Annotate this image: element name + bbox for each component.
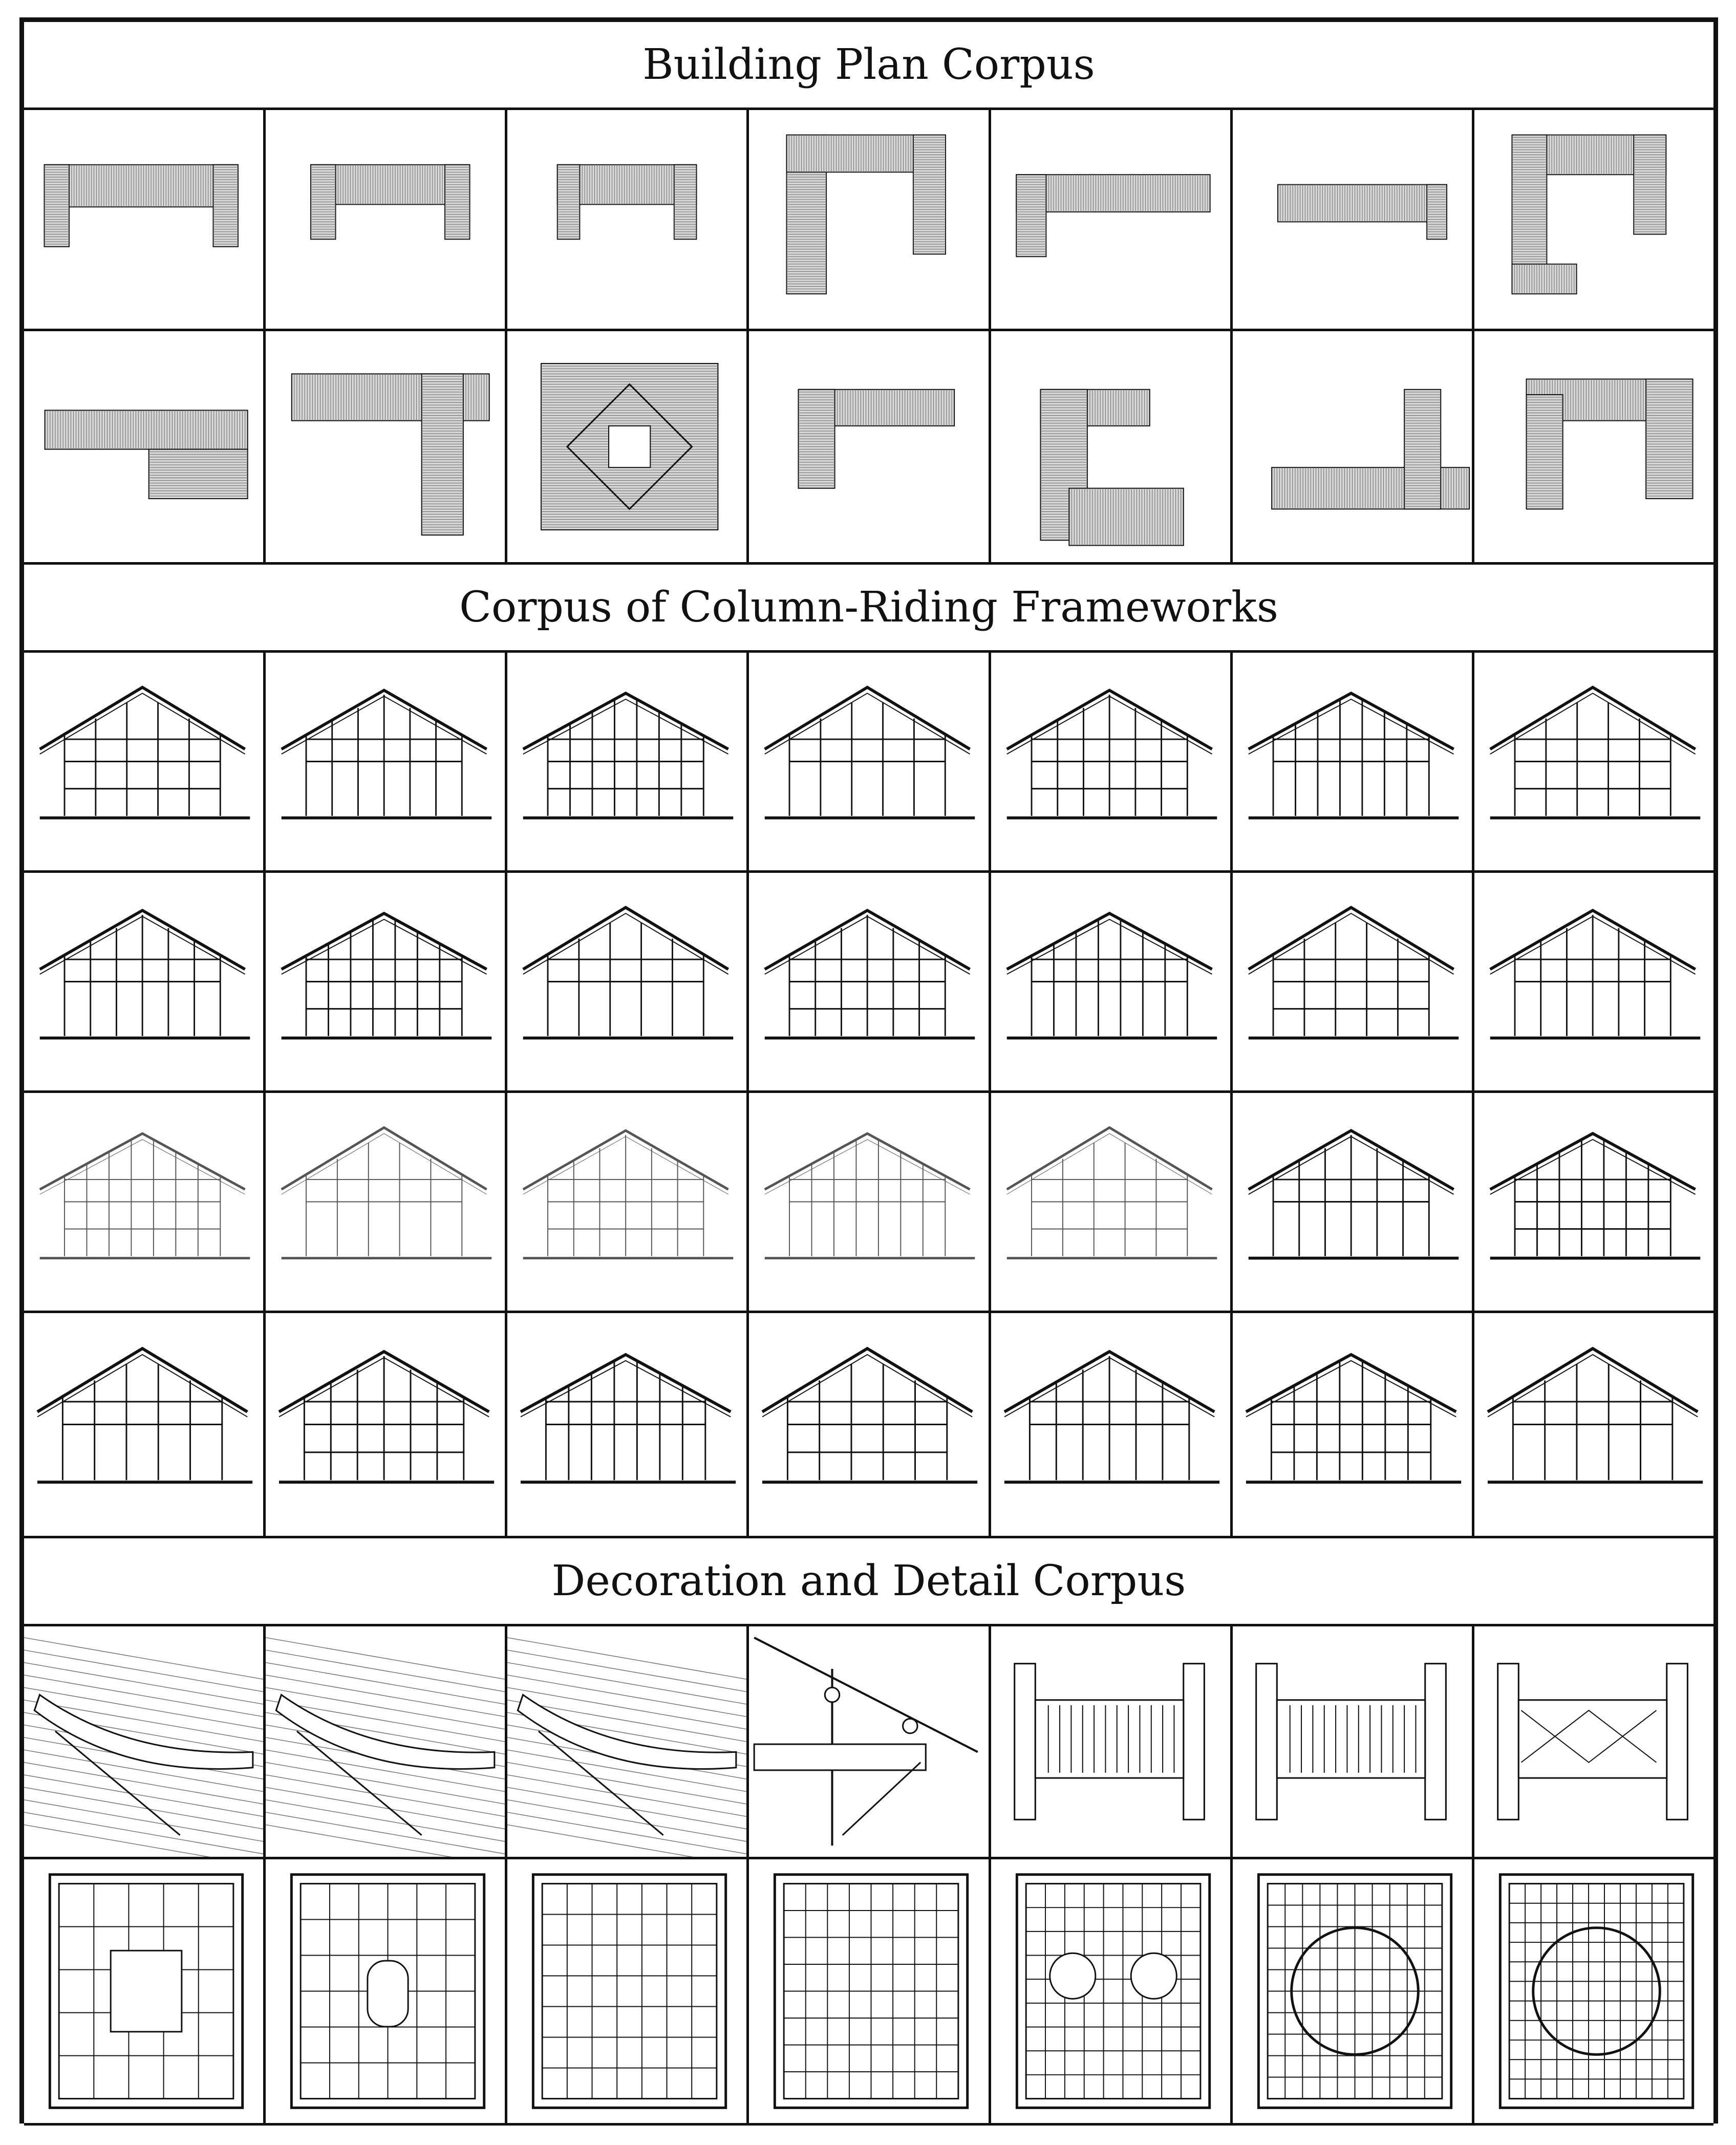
plan-svg [1233,110,1472,329]
framework-drawing [991,1093,1233,1313]
framework-drawing [507,873,749,1093]
framework-drawing [266,1093,507,1313]
framework-svg [1233,1093,1472,1311]
corpus-row [24,1859,1713,2126]
framework-svg [1233,873,1472,1090]
framework-svg [266,1093,505,1311]
framework-svg [991,873,1230,1090]
plan-svg [507,331,746,562]
detail-svg [1474,1859,1713,2123]
framework-svg [991,653,1230,870]
framework-svg [24,1093,263,1311]
framework-drawing [266,1313,507,1538]
framework-drawing [1474,1093,1713,1313]
plan-drawing [266,331,507,565]
plan-svg [24,110,263,329]
detail-drawing [749,1859,991,2126]
section-title: Decoration and Detail Corpus [24,1538,1713,1626]
detail-drawing [1474,1859,1713,2126]
detail-svg [266,1626,505,1857]
plan-drawing [507,110,749,331]
framework-svg [266,1313,505,1536]
corpus-row [24,873,1713,1093]
framework-svg [24,653,263,870]
detail-drawing [266,1859,507,2126]
detail-svg [991,1859,1230,2123]
framework-svg [266,873,505,1090]
framework-drawing [1474,653,1713,873]
framework-drawing [1233,1313,1474,1538]
plan-svg [749,331,988,562]
framework-svg [1474,653,1713,870]
plan-svg [1474,331,1713,562]
framework-svg [1233,1313,1472,1536]
detail-svg [266,1859,505,2123]
plan-svg [266,110,505,329]
framework-drawing [24,1313,266,1538]
detail-drawing [1233,1859,1474,2126]
detail-svg [749,1859,988,2123]
framework-drawing [24,873,266,1093]
corpus-row [24,1626,1713,1859]
plan-drawing [24,331,266,565]
framework-drawing [991,653,1233,873]
detail-drawing [1474,1626,1713,1859]
framework-svg [991,1313,1230,1536]
plan-svg [991,331,1230,562]
framework-svg [991,1093,1230,1311]
corpus-figure [19,17,1718,2123]
framework-svg [1474,873,1713,1090]
framework-drawing [749,1093,991,1313]
plan-drawing [749,331,991,565]
framework-drawing [24,1093,266,1313]
framework-drawing [24,653,266,873]
plan-svg [507,110,746,329]
framework-drawing [749,1313,991,1538]
plan-svg [1233,331,1472,562]
framework-drawing [266,873,507,1093]
framework-svg [749,1313,988,1536]
framework-svg [24,1313,263,1536]
corpus-row [24,1093,1713,1313]
plan-drawing [507,331,749,565]
framework-drawing [1233,653,1474,873]
framework-svg [749,1093,988,1311]
plan-svg [266,331,505,562]
plan-drawing [24,110,266,331]
framework-drawing [749,653,991,873]
framework-drawing [991,873,1233,1093]
framework-drawing [507,1093,749,1313]
framework-drawing [1474,873,1713,1093]
plan-drawing [991,331,1233,565]
detail-drawing [24,1626,266,1859]
plan-svg [991,110,1230,329]
detail-drawing [266,1626,507,1859]
section-title: Corpus of Column-Riding Frameworks [24,565,1713,653]
detail-svg [749,1626,988,1857]
framework-svg [507,873,746,1090]
framework-svg [749,653,988,870]
corpus-row [24,653,1713,873]
corpus-row [24,331,1713,565]
framework-svg [507,1093,746,1311]
framework-svg [1474,1093,1713,1311]
plan-svg [749,110,988,329]
section-title: Building Plan Corpus [24,22,1713,110]
detail-drawing [1233,1626,1474,1859]
framework-drawing [1233,1093,1474,1313]
corpus-row [24,110,1713,331]
framework-svg [24,873,263,1090]
detail-drawing [24,1859,266,2126]
framework-svg [749,873,988,1090]
detail-svg [507,1626,746,1857]
detail-drawing [749,1626,991,1859]
framework-drawing [1474,1313,1713,1538]
plan-drawing [1233,110,1474,331]
plan-drawing [1233,331,1474,565]
detail-svg [1474,1626,1713,1857]
detail-drawing [991,1626,1233,1859]
framework-svg [507,1313,746,1536]
framework-drawing [507,1313,749,1538]
framework-svg [1474,1313,1713,1536]
plan-drawing [266,110,507,331]
detail-svg [24,1859,263,2123]
detail-svg [24,1626,263,1857]
detail-drawing [991,1859,1233,2126]
detail-drawing [507,1626,749,1859]
plan-drawing [749,110,991,331]
framework-drawing [749,873,991,1093]
framework-drawing [266,653,507,873]
framework-svg [1233,653,1472,870]
plan-drawing [1474,331,1713,565]
plan-drawing [1474,110,1713,331]
framework-drawing [991,1313,1233,1538]
framework-svg [266,653,505,870]
detail-svg [1233,1626,1472,1857]
detail-svg [991,1626,1230,1857]
plan-svg [24,331,263,562]
corpus-row [24,1313,1713,1538]
framework-svg [507,653,746,870]
framework-drawing [507,653,749,873]
plan-drawing [991,110,1233,331]
detail-drawing [507,1859,749,2126]
detail-svg [507,1859,746,2123]
framework-drawing [1233,873,1474,1093]
detail-svg [1233,1859,1472,2123]
plan-svg [1474,110,1713,329]
